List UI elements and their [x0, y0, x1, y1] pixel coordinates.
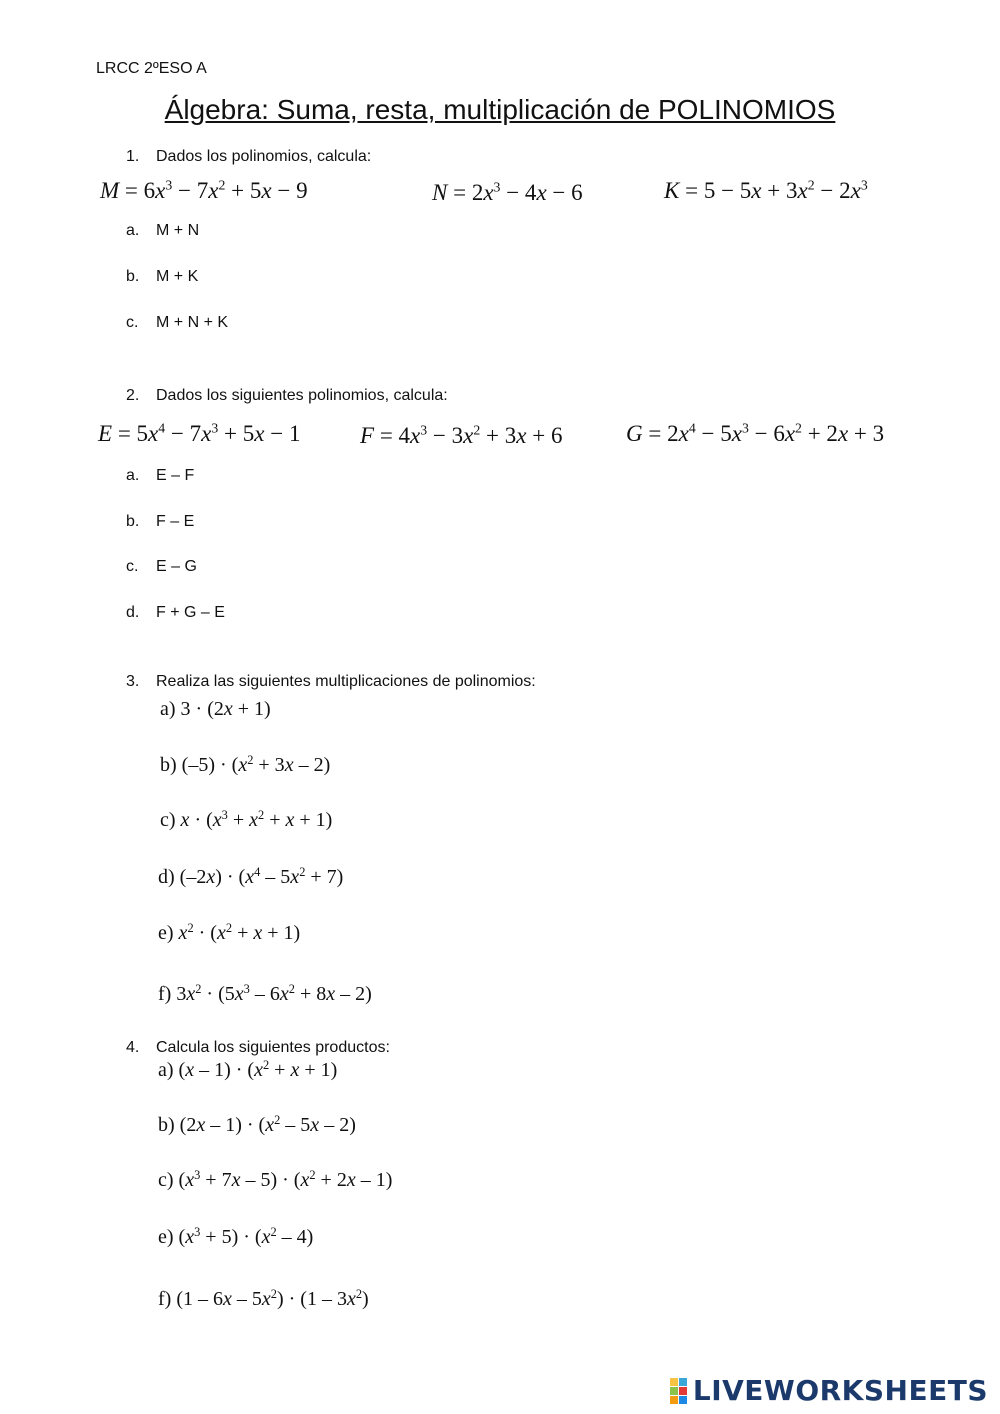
polynomial-n: $N = 2x^3 - 4x - 6$: [432, 179, 583, 205]
q4-exercise-f: f) $(1 - 6x - 5x^2) \cdot (1 - 3x^2)$: [158, 1287, 369, 1310]
polynomial-e: $E = 5x^4 - 7x^3 + 5x - 1$: [98, 420, 301, 446]
question-2-number: 2.: [126, 387, 140, 404]
polynomial-m: $M = 6x^3 - 7x^2 + 5x - 9$: [100, 177, 308, 203]
polynomial-g: $G = 2x^4 - 5x^3 - 6x^2 + 2x + 3$: [626, 420, 885, 446]
page-title: Álgebra: Suma, resta, multiplicación de POLINOMIOS: [164, 94, 836, 125]
q3-exercise-a: a) 3 · (2x + 1): [160, 698, 271, 720]
question-2-text: Dados los siguientes polinomios, calcula:: [156, 387, 448, 404]
q2-item-b-letter: b.: [126, 513, 140, 530]
question-3-text: Realiza las siguientes multiplicaciones de polinomios:: [156, 673, 536, 690]
q2-item-d-letter: d.: [126, 604, 140, 621]
q2-item-d: F + G – E: [156, 604, 225, 621]
q4-exercise-b: b) $(2x - 1) \cdot (x^2 - 5x - 2)$: [158, 1113, 356, 1136]
question-1-number: 1.: [126, 148, 140, 165]
q3-exercise-c: c) $x \cdot (x^3 + x^2 + x + 1)$: [160, 808, 333, 831]
liveworksheets-logo-text: LIVEWORKSHEETS: [692, 1374, 988, 1407]
q4-exercise-c: c) $(x^3 + 7x - 5) \cdot (x^2 + 2x - 1)$: [158, 1168, 393, 1191]
q2-item-c: E – G: [156, 558, 197, 575]
q4-exercise-e: e) $(x^3 + 5) \cdot (x^2 - 4)$: [158, 1225, 314, 1248]
question-1-text: Dados los polinomios, calcula:: [156, 148, 372, 165]
q1-item-b: M + K: [156, 268, 199, 285]
question-3-number: 3.: [126, 673, 140, 690]
q2-item-b: F – E: [156, 513, 195, 530]
q2-item-c-letter: c.: [126, 558, 139, 575]
q3-exercise-e: e) $x^2 \cdot (x^2 + x + 1)$: [158, 921, 301, 944]
question-4-text: Calcula los siguientes productos:: [156, 1039, 390, 1056]
liveworksheets-logo[interactable]: [670, 1374, 988, 1407]
question-4-number: 4.: [126, 1039, 140, 1056]
q2-item-a: E – F: [156, 467, 195, 484]
q3-exercise-f: f) $3x^2 \cdot (5x^3 - 6x^2 + 8x - 2)$: [158, 982, 372, 1005]
q2-item-a-letter: a.: [126, 467, 140, 484]
q3-exercise-d: d) $(-2x) \cdot (x^4 - 5x^2 + 7)$: [158, 865, 344, 888]
q3-exercise-b: b) $(-5) \cdot (x^2 + 3x - 2)$: [160, 753, 331, 776]
q1-item-a-letter: a.: [126, 222, 140, 239]
polynomial-k: $K = 5 - 5x + 3x^2 - 2x^3$: [664, 177, 868, 203]
q1-item-c-letter: c.: [126, 314, 139, 331]
liveworksheets-logo-icon: [670, 1378, 687, 1404]
polynomial-f: $F = 4x^3 - 3x^2 + 3x + 6$: [360, 422, 563, 448]
q1-item-c: M + N + K: [156, 314, 229, 331]
q1-item-b-letter: b.: [126, 268, 140, 285]
worksheet-header: LRCC 2ºESO A: [96, 60, 207, 77]
q1-item-a: M + N: [156, 222, 200, 239]
q4-exercise-a: a) $(x - 1) \cdot (x^2 + x + 1)$: [158, 1058, 338, 1081]
